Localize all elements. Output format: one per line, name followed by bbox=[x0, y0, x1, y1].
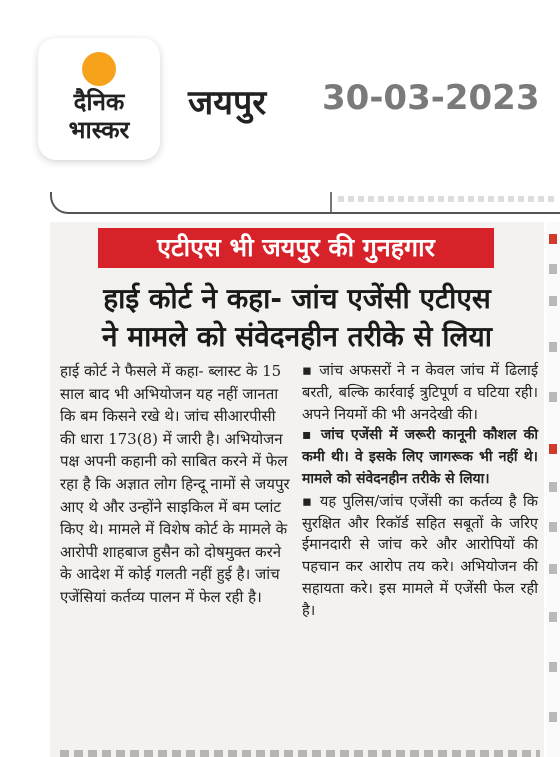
bullet-point: ▪ जांच अफसरों ने न केवल जांच में ढिलाई बरती, बल्कि कार्रवाई त्रुटिपूर्ण व घटिया रही। अपने नियमों की भी अनदेखी की। bbox=[302, 362, 538, 423]
news-clipping bbox=[50, 222, 544, 757]
edition-date: 30-03-2023 bbox=[322, 78, 540, 118]
logo-line-1: दैनिक bbox=[73, 88, 125, 116]
edge-mark bbox=[549, 564, 557, 574]
article-left-column bbox=[60, 360, 292, 609]
column-rule bbox=[330, 192, 332, 212]
headline-line-1: हाई कोर्ट ने कहा- जांच एजेंसी एटीएस bbox=[103, 282, 491, 315]
faint-text bbox=[338, 196, 558, 202]
edge-mark bbox=[549, 712, 557, 722]
edge-mark bbox=[549, 342, 557, 352]
next-article-edge bbox=[60, 750, 540, 757]
edge-mark bbox=[549, 264, 557, 274]
edge-mark bbox=[549, 482, 557, 492]
bullet-point-bold: ▪ जांच एजेंसी में जरूरी कानूनी कौशल की कमी थी। वे इसके लिए जागरूक भी नहीं थे। मामले को संवेदनहीन तरीके से लिया। bbox=[302, 427, 538, 487]
edge-mark bbox=[549, 296, 557, 306]
kicker-banner: एटीएस भी जयपुर की गुनहगार bbox=[98, 228, 494, 268]
sun-icon bbox=[82, 52, 116, 86]
bullet-point: ▪ यह पुलिस/जांच एजेंसी का कर्तव्य है कि सुरक्षित और रिकॉर्ड सहित सबूतों के जरिए ईमानदारी से जांच करे और आरोपियों की पहचान कर आरोप तय करे। अभियोजन की सहायता करे। इस मामले में एजेंसी फेल रही है। bbox=[302, 492, 538, 619]
edge-mark bbox=[549, 234, 557, 244]
edge-mark bbox=[549, 444, 557, 454]
logo-line-2: भास्कर bbox=[68, 116, 130, 144]
app-header bbox=[0, 0, 560, 190]
article-right-column bbox=[302, 360, 538, 622]
dainik-bhaskar-logo[interactable] bbox=[38, 38, 160, 160]
edge-mark bbox=[549, 662, 557, 672]
edge-mark bbox=[549, 392, 557, 402]
headline-line-2: ने मामले को संवेदनहीन तरीके से लिया bbox=[102, 320, 492, 353]
headline bbox=[50, 280, 544, 356]
previous-clipping-edge bbox=[50, 192, 560, 214]
edge-mark bbox=[549, 612, 557, 622]
adjacent-column-edge bbox=[546, 222, 560, 757]
edition-city: जयपुर bbox=[188, 83, 267, 123]
left-column-text: हाई कोर्ट ने फैसले में कहा- ब्लास्ट के 15 साल बाद भी अभियोजन यह नहीं जानता कि बम किसने रखे थे। जांच सीआरपीसी की धारा 173(8) में जारी है। अभियोजन पक्ष अपनी कहानी को साबित करने में फेल रहा है कि अज्ञात लोग हिन्दू नामों से जयपुर आए थे और उन्होंने साइकिल में बम प्लांट किए थे। मामले में विशेष कोर्ट के मामले के आरोपी शाहबाज हुसैन को दोषमुक्त करने के आदेश में कोई गलती नहीं हुई है। जांच एजेंसियां कर्तव्य पालन में फेल रही है। bbox=[60, 362, 290, 606]
edge-mark bbox=[549, 522, 557, 532]
